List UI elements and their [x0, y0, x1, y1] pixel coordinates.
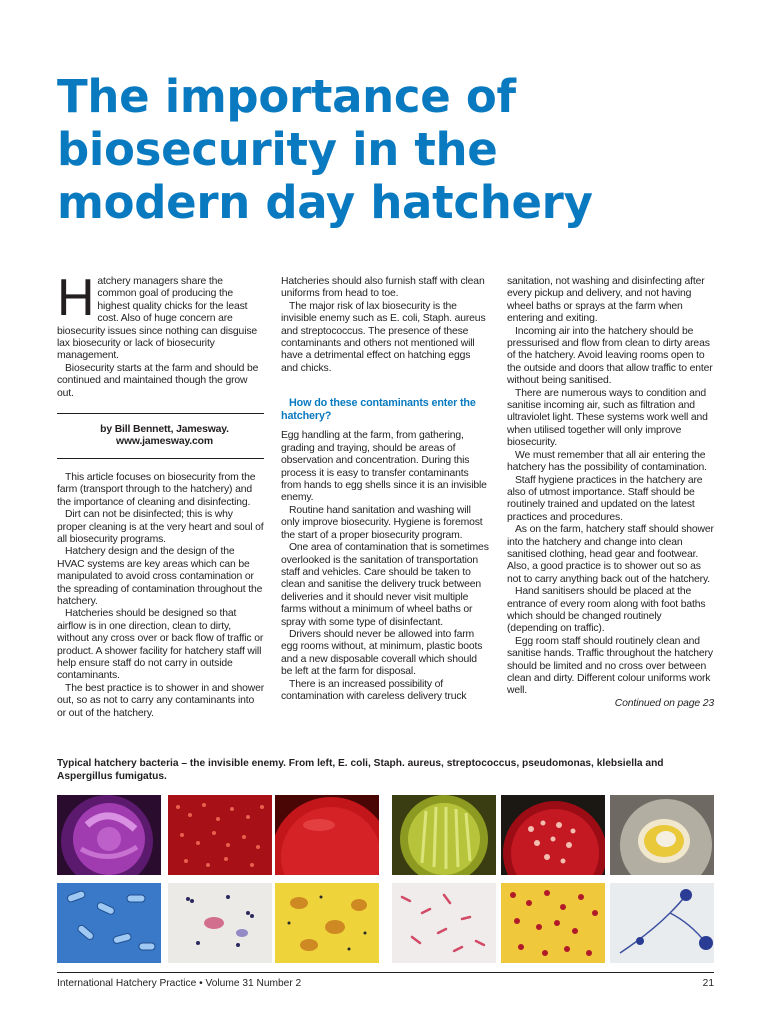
byline-author: by Bill Bennett, Jamesway.: [100, 424, 229, 436]
body-paragraph: There are numerous ways to condition and sanitise incoming air, such as filtration and ultraviolet light. These systems work well and when utilised together will only improve biosecurity.: [507, 387, 708, 449]
klebsiella-micrograph-image: [501, 883, 605, 963]
body-paragraph: There is an increased possibility of contamination with careless delivery truck: [281, 678, 467, 702]
publication-info: International Hatchery Practice • Volume 31 Number 2: [57, 978, 302, 989]
body-paragraph: Incoming air into the hatchery should be pressurised and flow from clean to dirty areas of the hatchery. Avoid leaving rooms open to the outside and doors that allow traffic to enter without being sanitised.: [507, 325, 713, 387]
article-title: The importance of biosecurity in the modern day hatchery: [57, 70, 593, 229]
bacteria-micrographs-row: [57, 883, 717, 963]
section-subhead: How do these contaminants enter the hatchery?: [281, 397, 476, 422]
body-paragraph: The best practice is to shower in and shower out, so as not to carry any contaminants into or out of the hatchery.: [57, 682, 265, 719]
body-paragraph: Hand sanitisers should be placed at the entrance of every room along with foot baths which should be changed routinely (depending on traffic).: [507, 586, 706, 635]
body-paragraph: This article focuses on biosecurity from the farm (transport through to the hatchery) and the importance of cleaning and disinfecting.: [57, 471, 256, 508]
body-paragraph: Hatcheries should also furnish staff with clean uniforms from head to toe.: [281, 276, 485, 300]
staph-aureus-plate-image: [168, 795, 272, 875]
aspergillus-micrograph-image: [610, 883, 714, 963]
bacteria-plates-row: [57, 795, 717, 875]
pseudomonas-plate-image: [392, 795, 496, 875]
body-paragraph: Routine hand sanitation and washing will only improve biosecurity. Hygiene is foremost the start of a proper biosecurity program.: [281, 504, 483, 541]
body-paragraph: Hatcheries should be designed so that airflow is in one direction, clean to dirty, without any cross over or back flow of traffic or product. A shower facility for hatchery staff will help ensure staff do not carry in outside contaminants.: [57, 608, 264, 682]
column-1: [57, 269, 265, 720]
streptococcus-plate-image: [275, 795, 379, 875]
page-number: 21: [702, 978, 714, 989]
column-2: [281, 276, 489, 703]
body-paragraph: The major risk of lax biosecurity is the invisible enemy such as E. coli, Staph. aureus and streptococcus. The presence of these contaminants and others not mentioned will have a detrimental effect on hatching eggs and chicks.: [281, 300, 486, 374]
pseudomonas-micrograph-image: [392, 883, 496, 963]
body-paragraph: We must remember that all air entering the hatchery has the possibility of contamination.: [507, 449, 707, 474]
body-paragraph: Biosecurity starts at the farm and should be continued and maintained though the grow out.: [57, 362, 259, 399]
drop-cap: H: [57, 269, 95, 327]
body-paragraph: Staff hygiene practices in the hatchery are also of utmost importance. Staff should be routinely trained and updated on the latest practices and procedures.: [507, 474, 703, 523]
body-paragraph: Drivers should never be allowed into farm egg rooms without, at minimum, plastic boots and a new disposable coverall which should be left at the farm for disposal.: [281, 628, 483, 678]
staph-aureus-micrograph-image: [168, 883, 272, 963]
footer-rule: [57, 972, 714, 973]
body-paragraph: As on the farm, hatchery staff should shower into the hatchery and change into clean sanitised clothing, head gear and footwear. Also, a good practice is to shower out so as not to carry anything back out of the hatchery.: [507, 524, 714, 585]
klebsiella-plate-image: [501, 795, 605, 875]
byline-url: www.jamesway.com: [116, 436, 213, 448]
figure-caption: Typical hatchery bacteria – the invisible enemy. From left, E. coli, Staph. aureus, streptococcus, pseudomonas, klebsiella and Aspergillus fumigatus.: [57, 758, 664, 782]
body-paragraph: Egg handling at the farm, from gathering, grading and traying, should be areas of observation and concentration. During this process it is easy to transfer contaminants from hands to egg shells since it is an invisible enemy.: [281, 430, 487, 504]
e-coli-micrograph-image: [57, 883, 161, 963]
body-paragraph: Dirt can not be disinfected; this is why proper cleaning is at the very heart and soul of all biosecurity programs.: [57, 509, 264, 545]
body-paragraph: Hatchery design and the design of the HVAC systems are key areas which can be manipulated to avoid cross contamination or the spreading of contamination throughout the hatchery.: [57, 546, 263, 607]
body-paragraph: sanitation, not washing and disinfecting after every pickup and delivery, and not having wheel baths or sprays at the farm when entering and exiting.: [507, 276, 705, 325]
column-3: [507, 276, 714, 710]
intro-paragraph: Hatchery managers share the common goal of producing the highest quality chicks for the least cost. Also of huge concern are biosecurity issues since nothing can disguise lax biosecurity or lack of biosecurity management.: [57, 269, 258, 362]
e-coli-plate-image: [57, 795, 161, 875]
aspergillus-plate-image: [610, 795, 714, 875]
streptococcus-micrograph-image: [275, 883, 379, 963]
body-paragraph: Egg room staff should routinely clean and sanitise hands. Traffic throughout the hatchery should be limited and no cross over between clean and dirty. Different colour uniforms work well.: [507, 635, 713, 697]
body-paragraph: One area of contamination that is sometimes overlooked is the sanitation of transportation staff and vehicles. Care should be taken to clean and sanitise the delivery truck between deliveries and it should never visit multiple farms without a minimum of wheel baths or spray with some type of disinfectant.: [281, 542, 489, 628]
continued-note: Continued on page 23: [614, 697, 714, 709]
